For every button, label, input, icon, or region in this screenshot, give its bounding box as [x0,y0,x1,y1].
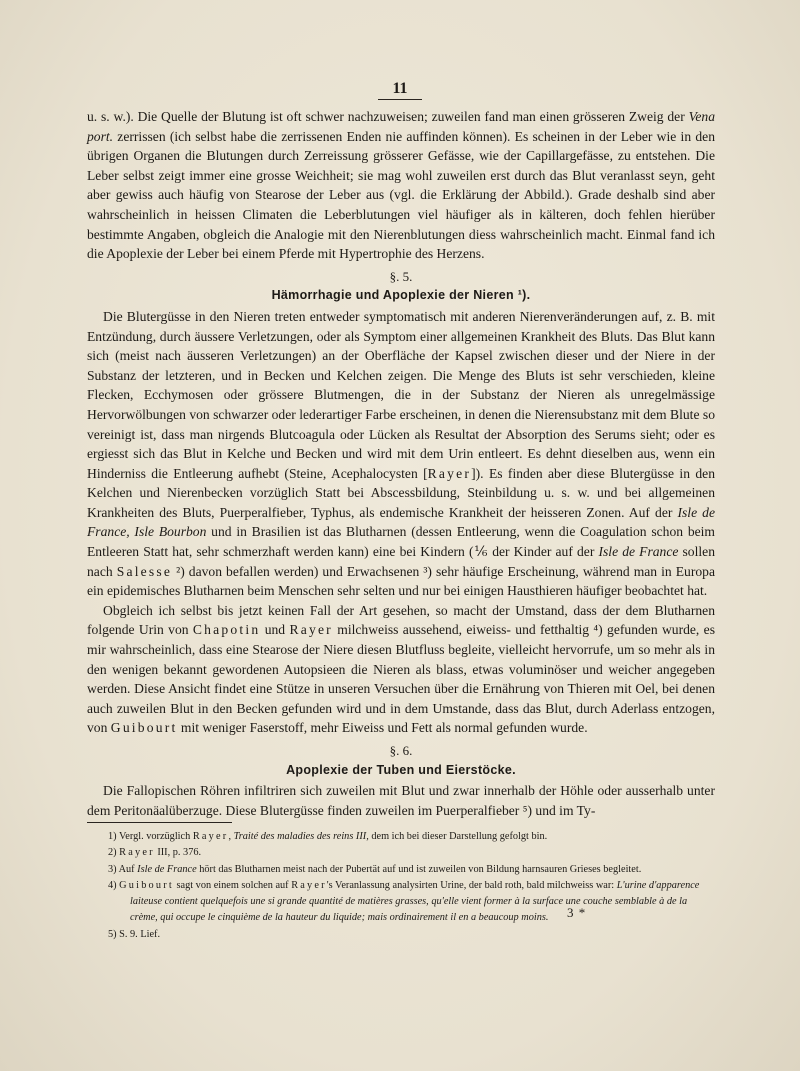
section-heading-tubes: Apoplexie der Tuben und Eierstöcke. [286,762,516,777]
page-number: 11 [0,80,800,100]
footnote-divider [87,822,232,823]
main-text [87,107,715,820]
section-heading-kidneys: Hämorrhagie und Apoplexie der Nieren ¹). [271,288,531,303]
paragraph-tubes: Die Fallopischen Röhren infiltriren sich zuweilen mit Blut und zwar innerhalb der Höhle oder ausserhalb unter dem Peritonäalüberzuge. Diese Blutergüsse finden zuweilen im Puerperalfieber ⁵) und im Ty- [87,783,715,818]
footnote-2: 2) Rayer III, p. 376. [108,847,202,859]
footnotes [108,829,714,943]
section-number-6: §. 6. [389,743,413,758]
section-number-5: §. 5. [389,268,413,284]
footnote-5: 5) S. 9. Lief. [108,928,161,940]
paragraph-liver: u. s. w.). Die Quelle der Blutung ist oft schwer nachzuweisen; zuweilen fand man einen grösseren Zweig der Vena port. zerrissen (ich selbst habe die zerrissenen Enden nie auffinden können). Es scheinen in der Leber wie in den übrigen Organen die Blutungen durch Zerreissung grösserer Gefässe, wie der Capillargefässe, zu entstehen. Die Leber selbst zeigt immer eine grosse Weichheit; sie mag wohl zuweilen erst durch das Blut veranlasst seyn, geht aber gewiss auch häufig von Stearose der Leber aus (vgl. die Erklärung der Abbild.). Grade deshalb sind aber wahrscheinlich in heissen Climaten die Leberblutungen viel häufiger als in kälteren, doch fehlen hierüber bestimmte Angaben, obgleich die Analogie mit den Nierenblutungen diess wahrscheinlich macht. Einmal fand ich die Apoplexie der Leber bei einem Pferde mit Hypertrophie des Herzens. [87,109,715,262]
paragraph-kidneys-2: Obgleich ich selbst bis jetzt keinen Fall der Art gesehen, so macht der Umstand, dass der dem Blutharnen folgende Urin von Chapotin und Rayer milchweiss aussehend, eiweiss- und fetthaltig ⁴) gefunden wurde, es mir wahrscheinlich, dass eine Stearose der Niere diesen Blutfluss begleite, vielleicht hervorrufe, um so mehr als in den wenigen bekannt gewordenen Autopsieen die Nieren als blass, etwas voluminöser und weicher angegeben werden. Diese Ansicht findet eine Stütze in unseren Versuchen über die Ernährung von Thieren mit Oel, bei denen auch zuweilen Blut in den Becken gefunden wird und in dem Umstande, dass das Blut, durch Aderlass entzogen, von Guibourt mit weniger Faserstoff, mehr Eiweiss und Fett als normal gefunden wurde. [87,602,716,736]
paragraph-kidneys-1: Die Blutergüsse in den Nieren treten entweder symptomatisch mit anderen Nierenveränderungen auf, z. B. mit Entzündung, durch äussere Verletzungen, oder als Symptom einer allgemeinen Krankheit des Bluts. Das Blut kann sich (meist nach äusseren Verletzungen) an der Oberfläche der Kapsel zwischen dieser und der Niere in der Substanz der letzteren, und in Becken und Kelchen zeigen. Die Menge des Bluts ist sehr verschieden, kleine Flecken, Ecchymosen oder grössere Blutmengen, die in der Substanz der Nieren als unregelmässige Hervorwölbungen von schwarzer oder lederartiger Farbe erscheinen, in denen die Nierensubstanz mit dem Blute so vereinigt ist, dass man nirgends Blutcoagula oder Lücken als Resultat der Absorption des Serums sieht; oder es ergiesst sich das Blut in Kelche und Becken und wird mit dem Urin entleert. Es dehnt dieselben aus, wenn ein Hinderniss die Entleerung aufhebt (Steine, Acephalocysten [Rayer]). Es finden aber diese Blutergüsse in den Kelchen und Nierenbecken vorzüglich Statt bei Abscessbildung, Steinbildung u. s. w. und bei allgemeinen Krankheiten des Bluts, Puerperalfieber, Typhus, als endemische Krankheit der heisseren Zonen. Auf der Isle de France, Isle Bourbon und in Brasilien ist das Blutharnen (dessen Entleerung, wenn die Coagulation schon beim Entleeren Statt hat, sehr schmerzhaft werden kann) eine bei Kindern (⅙ der Kinder auf der Isle de France sollen nach Salesse ²) davon befallen werden) und Erwachsenen ³) sehr häufige Erscheinung, während man in Europa ein epidemisches Blutharnen beim Menschen sehr selten und nur bei einigen Hausthieren häufiger beobachtet hat. [87,308,716,599]
footnote-1: 1) Vergl. vorzüglich Rayer, Traité des maladies des reins III, dem ich bei dieser Darstellung gefolgt bin. [108,831,548,842]
footnote-3: 3) Auf Isle de France hört das Blutharnen meist nach der Pubertät auf und ist zuweilen von Bildung harnsauren Grieses begleitet. [108,863,642,875]
signature-mark: 3 * [567,905,587,920]
footnote-4: 4) Guibourt sagt von einem solchen auf Rayer's Veranlassung analysirten Urine, der bald roth, bald milchweiss war: L'urine d'apparence laiteuse contient quelquefois une si grande quantité de matières grasses, qu'elle vient former à la surface une couche semblable à de la crème, qui occupe le cinquième de la hauteur du liquide; mais ordinairement il en a beaucoup moins. [108,879,700,924]
